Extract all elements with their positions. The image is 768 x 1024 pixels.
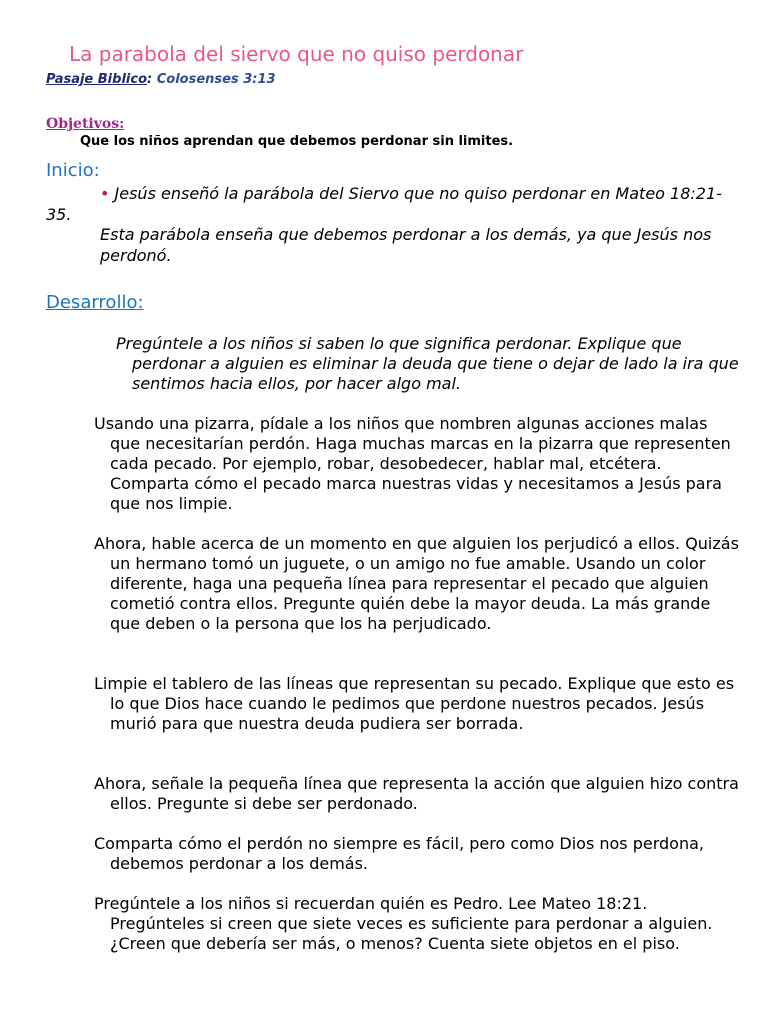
inicio-text-1: Jesús enseñó la parábola del Siervo que no quiso perdonar en Mateo 18:21-35. (46, 184, 722, 224)
list-item (88, 894, 740, 954)
list-item-text: Limpie el tablero de las líneas que representan su pecado. Explique que esto es lo que Dios hace cuando le pedimos que perdone nuestros pecados. Jesús murió para que nuestra deuda pudiera ser borrada. (94, 674, 735, 733)
inicio-paragraph-1 (46, 184, 736, 225)
list-item-text: Pregúntele a los niños si recuerdan quién es Pedro. Lee Mateo 18:21. Pregúnteles si creen que siete veces es suficiente para perdonar a alguien. ¿Creen que debería ser más, o menos? Cuenta siete objetos en el piso. (94, 894, 713, 953)
list-item-text: Comparta cómo el perdón no siempre es fácil, pero como Dios nos perdona, debemos perdonar a los demás. (94, 834, 704, 873)
pasaje-line (46, 72, 276, 87)
bullet-dot-icon: • (100, 184, 110, 203)
pasaje-reference: Colosenses 3:13 (156, 72, 276, 87)
objetivos-item (80, 134, 513, 149)
inicio-heading: Inicio: (46, 160, 100, 181)
list-item (88, 674, 740, 734)
list-item (88, 534, 740, 634)
list-item-text: Ahora, hable acerca de un momento en que alguien los perjudicó a ellos. Quizás un hermano tomó un juguete, o un amigo no fue amable. Usando un color diferente, haga una pequeña línea para representar el pecado que alguien cometió contra ellos. Pregunte quién debe la mayor deuda. La más grande que deben o la persona que los ha perjudicado. (94, 534, 739, 633)
list-item-text: Usando una pizarra, pídale a los niños que nombren algunas acciones malas que necesitarían perdón. Haga muchas marcas en la pizarra que representen cada pecado. Por ejemplo, robar, desobedecer, hablar mal, etcétera. Comparta cómo el pecado marca nuestras vidas y necesitamos a Jesús para que nos limpie. (94, 414, 731, 513)
list-item (110, 334, 742, 394)
objetivos-heading: Objetivos: (46, 116, 125, 132)
list-item (88, 834, 740, 874)
pasaje-separator: : (147, 72, 153, 87)
pasaje-label: Pasaje Biblico (46, 72, 147, 87)
inicio-paragraph-2: Esta parábola enseña que debemos perdonar a los demás, ya que Jesús nos perdonó. (100, 225, 712, 265)
page-title: La parabola del siervo que no quiso perdonar (69, 42, 524, 66)
desarrollo-heading: Desarrollo: (46, 292, 144, 313)
objetivos-text: Que los niños aprendan que debemos perdonar sin limites. (80, 134, 514, 149)
list-item-text: Ahora, señale la pequeña línea que representa la acción que alguien hizo contra ellos. Pregunte si debe ser perdonado. (94, 774, 739, 813)
list-item (88, 774, 740, 814)
list-item-text: Pregúntele a los niños si saben lo que significa perdonar. Explique que perdonar a alguien es eliminar la deuda que tiene o dejar de lado la ira que sentimos hacia ellos, por hacer algo mal. (116, 334, 739, 393)
list-item (88, 414, 740, 514)
